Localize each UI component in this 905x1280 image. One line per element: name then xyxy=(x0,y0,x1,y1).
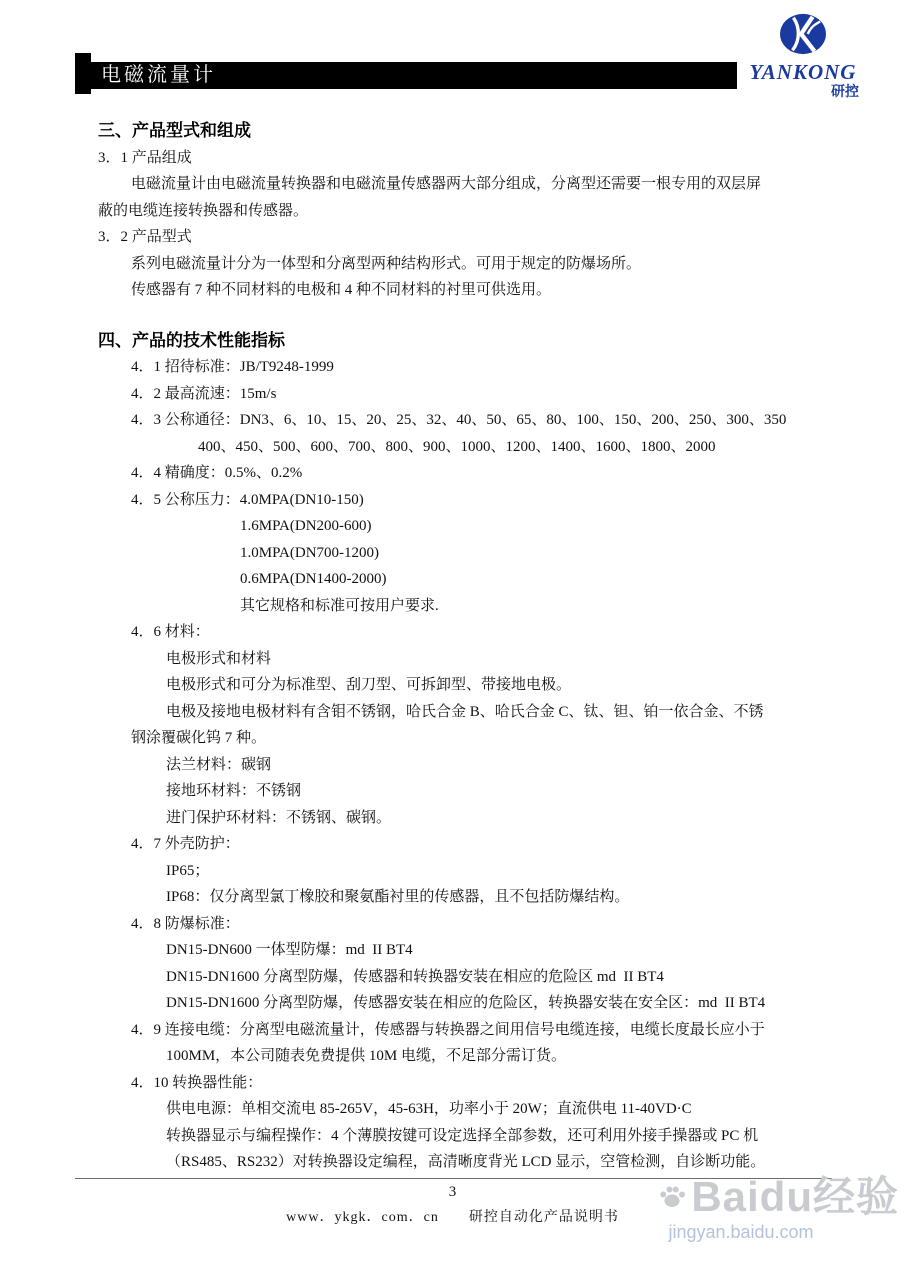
text-line: 400、450、500、600、700、800、900、1000、1200、1400、1600、1800、2000 xyxy=(198,438,716,455)
yankong-logo-icon xyxy=(778,12,828,56)
logo-sub-text: 研控 xyxy=(831,83,859,99)
text-line: 其它规格和标准可按用户要求. xyxy=(240,597,439,614)
header-accent-block xyxy=(75,53,91,94)
text-line: 电极及接地电极材料有含钼不锈钢，哈氏合金 B、哈氏合金 C、钛、钽、铂一依合金、不锈 xyxy=(166,703,764,720)
footer-info xyxy=(0,1206,905,1226)
text-line: 0.6MPA(DN1400-2000) xyxy=(240,571,387,587)
company-logo xyxy=(729,12,877,100)
text-line: IP68：仅分离型氯丁橡胶和聚氨酯衬里的传感器，且不包括防爆结构。 xyxy=(166,889,630,905)
text-line: 100MM，本公司随表免费提供 10M 电缆，不足部分需订货。 xyxy=(166,1048,567,1064)
footer-website: www．ykgk．com．cn xyxy=(286,1210,439,1225)
section-heading: 三、产品型式和组成 xyxy=(98,121,251,140)
text-line: 1.0MPA(DN700-1200) xyxy=(240,544,380,561)
text-line: 1.6MPA(DN200-600) xyxy=(240,518,372,534)
logo-brand-text: YANKONG xyxy=(749,60,857,84)
header-title-bar xyxy=(91,62,737,89)
text-line: 转换器显示与编程操作：4 个薄膜按键可设定选择全部参数，还可利用外接手操器或 PC 机 xyxy=(166,1127,759,1144)
text-line: 接地环材料：不锈钢 xyxy=(166,783,302,799)
text-line: 传感器有 7 种不同材料的电极和 4 种不同材料的衬里可供选用。 xyxy=(131,282,552,298)
watermark-brand: Baidu经验 xyxy=(691,1173,899,1220)
document-body xyxy=(98,118,814,1176)
text-line: 3．2 产品型式 xyxy=(98,229,192,245)
text-line: 钢涂覆碳化钨 7 种。 xyxy=(131,730,267,746)
text-line: 供电电源：单相交流电 85-265V，45-63H，功率小于 20W；直流供电 11-40VD·C xyxy=(166,1101,692,1117)
text-line: 4．2 最高流速：15m/s xyxy=(131,385,277,402)
text-line: IP65； xyxy=(166,862,210,879)
text-line: 4．5 公称压力：4.0MPA(DN10-150) xyxy=(131,491,364,508)
text-line: 电极形式和材料 xyxy=(166,650,272,667)
text-line: 4．9 连接电缆：分离型电磁流量计，传感器与转换器之间用信号电缆连接，电缆长度最长应小于 xyxy=(131,1021,765,1038)
footer-doc-title: 研控自动化产品说明书 xyxy=(468,1210,619,1225)
page-title: 电磁流量计 xyxy=(101,64,216,86)
text-line: DN15-DN1600 分离型防爆，传感器安装在相应的危险区，转换器安装在安全区：md II BT4 xyxy=(166,995,766,1011)
text-line: 电极形式和可分为标准型、刮刀型、可拆卸型、带接地电极。 xyxy=(166,677,572,693)
text-line: 4．1 招待标准：JB/T9248-1999 xyxy=(131,359,334,375)
section-heading: 四、产品的技术性能指标 xyxy=(98,330,285,350)
text-line: 蔽的电缆连接转换器和传感器。 xyxy=(98,202,309,219)
text-line: 电磁流量计由电磁流量转换器和电磁流量传感器两大部分组成，分离型还需要一根专用的双层屏 xyxy=(131,176,762,192)
text-line: 4．3 公称通径：DN3、6、10、15、20、25、32、40、50、65、80、100、150、200、250、300、350 xyxy=(131,412,787,428)
text-line: 4．7 外壳防护： xyxy=(131,836,240,852)
text-line: 系列电磁流量计分为一体型和分离型两种结构形式。可用于规定的防爆场所。 xyxy=(131,255,642,272)
text-line: 4．6 材料： xyxy=(131,624,210,640)
text-line: 法兰材料：碳钢 xyxy=(166,756,272,773)
text-line: DN15-DN600 一体型防爆：md II BT4 xyxy=(166,942,413,958)
text-line: 进门保护环材料：不锈钢、碳钢。 xyxy=(166,809,392,826)
text-line: 3．1 产品组成 xyxy=(98,149,192,166)
watermark-url: jingyan.baidu.com xyxy=(668,1222,814,1242)
text-line: 4．8 防爆标准： xyxy=(131,915,240,932)
text-line: 4．10 转换器性能： xyxy=(131,1074,263,1091)
text-line: 4．4 精确度：0.5%、0.2% xyxy=(131,465,303,481)
text-line: DN15-DN1600 分离型防爆，传感器和转换器安装在相应的危险区 md II BT4 xyxy=(166,968,664,985)
footer-divider xyxy=(75,1178,832,1179)
text-line: （RS485、RS232）对转换器设定编程，高清晰度背光 LCD 显示，空管检测，自诊断功能。 xyxy=(166,1154,766,1170)
page-number: 3 xyxy=(448,1184,457,1200)
